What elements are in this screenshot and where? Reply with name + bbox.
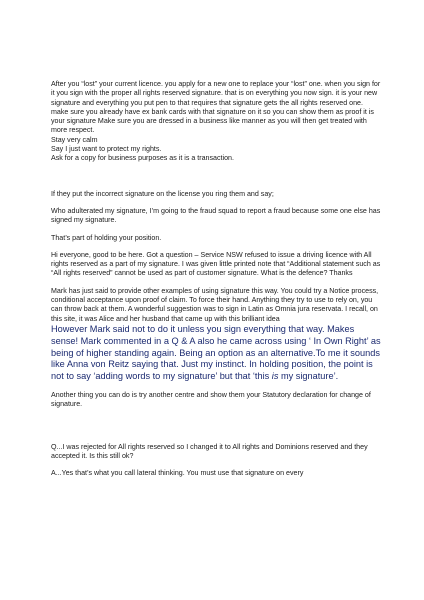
spacer <box>51 410 381 443</box>
line-ask-copy: Ask for a copy for business purposes as it is a transaction. <box>51 154 234 163</box>
spacer <box>51 199 381 207</box>
spacer <box>51 226 381 234</box>
paragraph-qa-question: Q...I was rejected for All rights reserved so I changed it to All rights and Dominions reserved and they accepted it. Is this still ok? <box>51 442 368 460</box>
paragraph-holding-position: That’s part of holding your position. <box>51 233 162 242</box>
paragraph-own-right <box>51 324 381 383</box>
paragraph-mark-notice: Mark has just said to provide other examples of using signature this way. You could try a Notice process, conditional acceptance upon proof of claim. To force their hand. Anything they try to use to rely on, you can throw back at them. A wonderful suggestion was to sign in Latin as Omnia jura reservata. I recall, on this site, it was Alice and her husband that came up with this brilliant idea <box>51 286 379 323</box>
spacer <box>51 461 381 469</box>
spacer <box>51 243 381 251</box>
spacer <box>51 279 381 287</box>
line-stay-calm: Stay very calm <box>51 135 98 144</box>
paragraph-adulterated: Who adulterated my signature, I’m going to the fraud squad to report a fraud because some one else has signed my signature. <box>51 206 381 225</box>
line-protect-rights: Say I just want to protect my rights. <box>51 145 162 154</box>
own-right-text-1: However Mark said not to do it unless you sign everything that way. Makes sense! Mark commented in a Q & A also he came across using ‘ In Own Right’ as being of higher standing again. Being an option as an alternative.To me it sounds like Anna von Reitz saying that. Just my instinct. In holding position, the point is not to say ‘adding words to my signature’ but that ‘this <box>51 323 381 382</box>
own-right-text-2: my signature’. <box>278 371 339 382</box>
document-body <box>51 80 381 478</box>
paragraph-another-centre: Another thing you can do is try another centre and show them your Statutory declaration for change of signature. <box>51 390 371 409</box>
paragraph-qa-answer: A...Yes that’s what you call lateral thinking. You must use that signature on every <box>51 469 304 478</box>
spacer <box>51 383 381 391</box>
paragraph-incorrect-signature: If they put the incorrect signature on the license you ring them and say; <box>51 189 274 198</box>
paragraph-lost-licence: After you “lost” your current licence. you apply for a new one to replace your “lost” one. when you sign for it you sign with the proper all rights reserved signature. that is on everything you now sign. it is your new signature and everything you put pen to that requires that signature gets the all rights reserved one. make sure you already have ex bank cards with that signature on it so you can show them as proof it is your signature Make sure you are dressed in a business like manner as you will then get treated with more respect. <box>51 80 381 135</box>
paragraph-question: Hi everyone, good to be here. Got a question – Service NSW refused to issue a driving licence with All rights reserved as a part of my signature. I was given little printed note that “Additional statement such as “All rights reserved” cannot be used as part of customer signature. What is the defence? Thanks <box>51 250 381 278</box>
emphasis-is: is <box>271 371 279 382</box>
spacer <box>51 164 381 190</box>
